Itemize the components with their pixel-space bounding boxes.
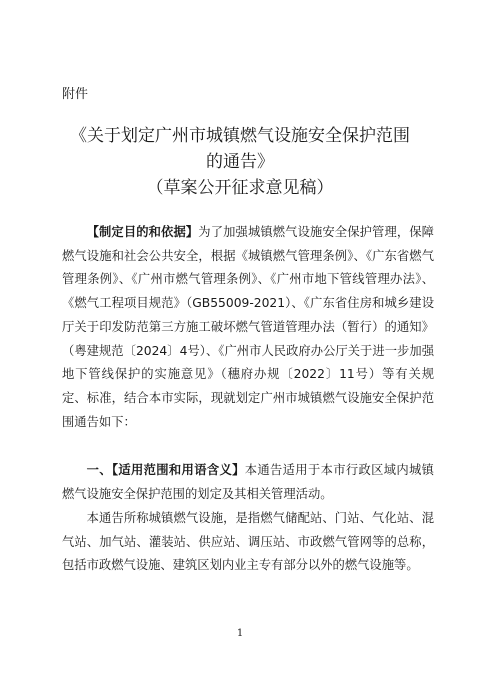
paragraph-definition [62,507,434,578]
paragraph-body: 本通告适用于本市行政区域内城镇燃气设施安全保护范围的划定及其相关管理活动。 [62,463,434,501]
attachment-label: 附件 [62,87,89,102]
page-number: 1 [236,628,244,639]
paragraph-purpose-and-basis [62,221,434,434]
document-title-line-2: 的通告》 [206,152,274,172]
paragraph-body: 为了加强城镇燃气设施安全保护管理，保障燃气设施和社会公共安全，根据《城镇燃气管理条例》、《广东省燃气管理条例》、《广州市燃气管理条例》、《广州市地下管线管理办法》、《燃气工程项目规范》（GB55009-2021）、《广东省住房和城乡建设厅关于印发防范第三方施工破坏燃气管道管理办法（暂行）的通知》（粤建规范〔2024〕4号）、《广州市人民政府办公厅关于进一步加强地下管线保护的实施意见》（穗府办规〔2022〕11号）等有关规定、标准，结合本市实际，现就划定广州市城镇燃气设施安全保护范围通告如下： [62,225,434,429]
paragraph-heading: 一、【适用范围和用语含义】 [86,463,245,477]
paragraph-body: 本通告所称城镇燃气设施，是指燃气储配站、门站、气化站、混气站、加气站、灌装站、供应站、调压站、市政燃气管网等的总称，包括市政燃气设施、建筑区划内业主专有部分以外的燃气设施等。 [62,511,434,573]
document-title-line-1: 《关于划定广州市城镇燃气设施安全保护范围 [70,126,410,146]
paragraph-heading: 【制定目的和依据】 [86,225,199,239]
document-subtitle: （草案公开征求意见稿） [146,178,334,198]
paragraph-scope-and-terms [62,459,434,506]
